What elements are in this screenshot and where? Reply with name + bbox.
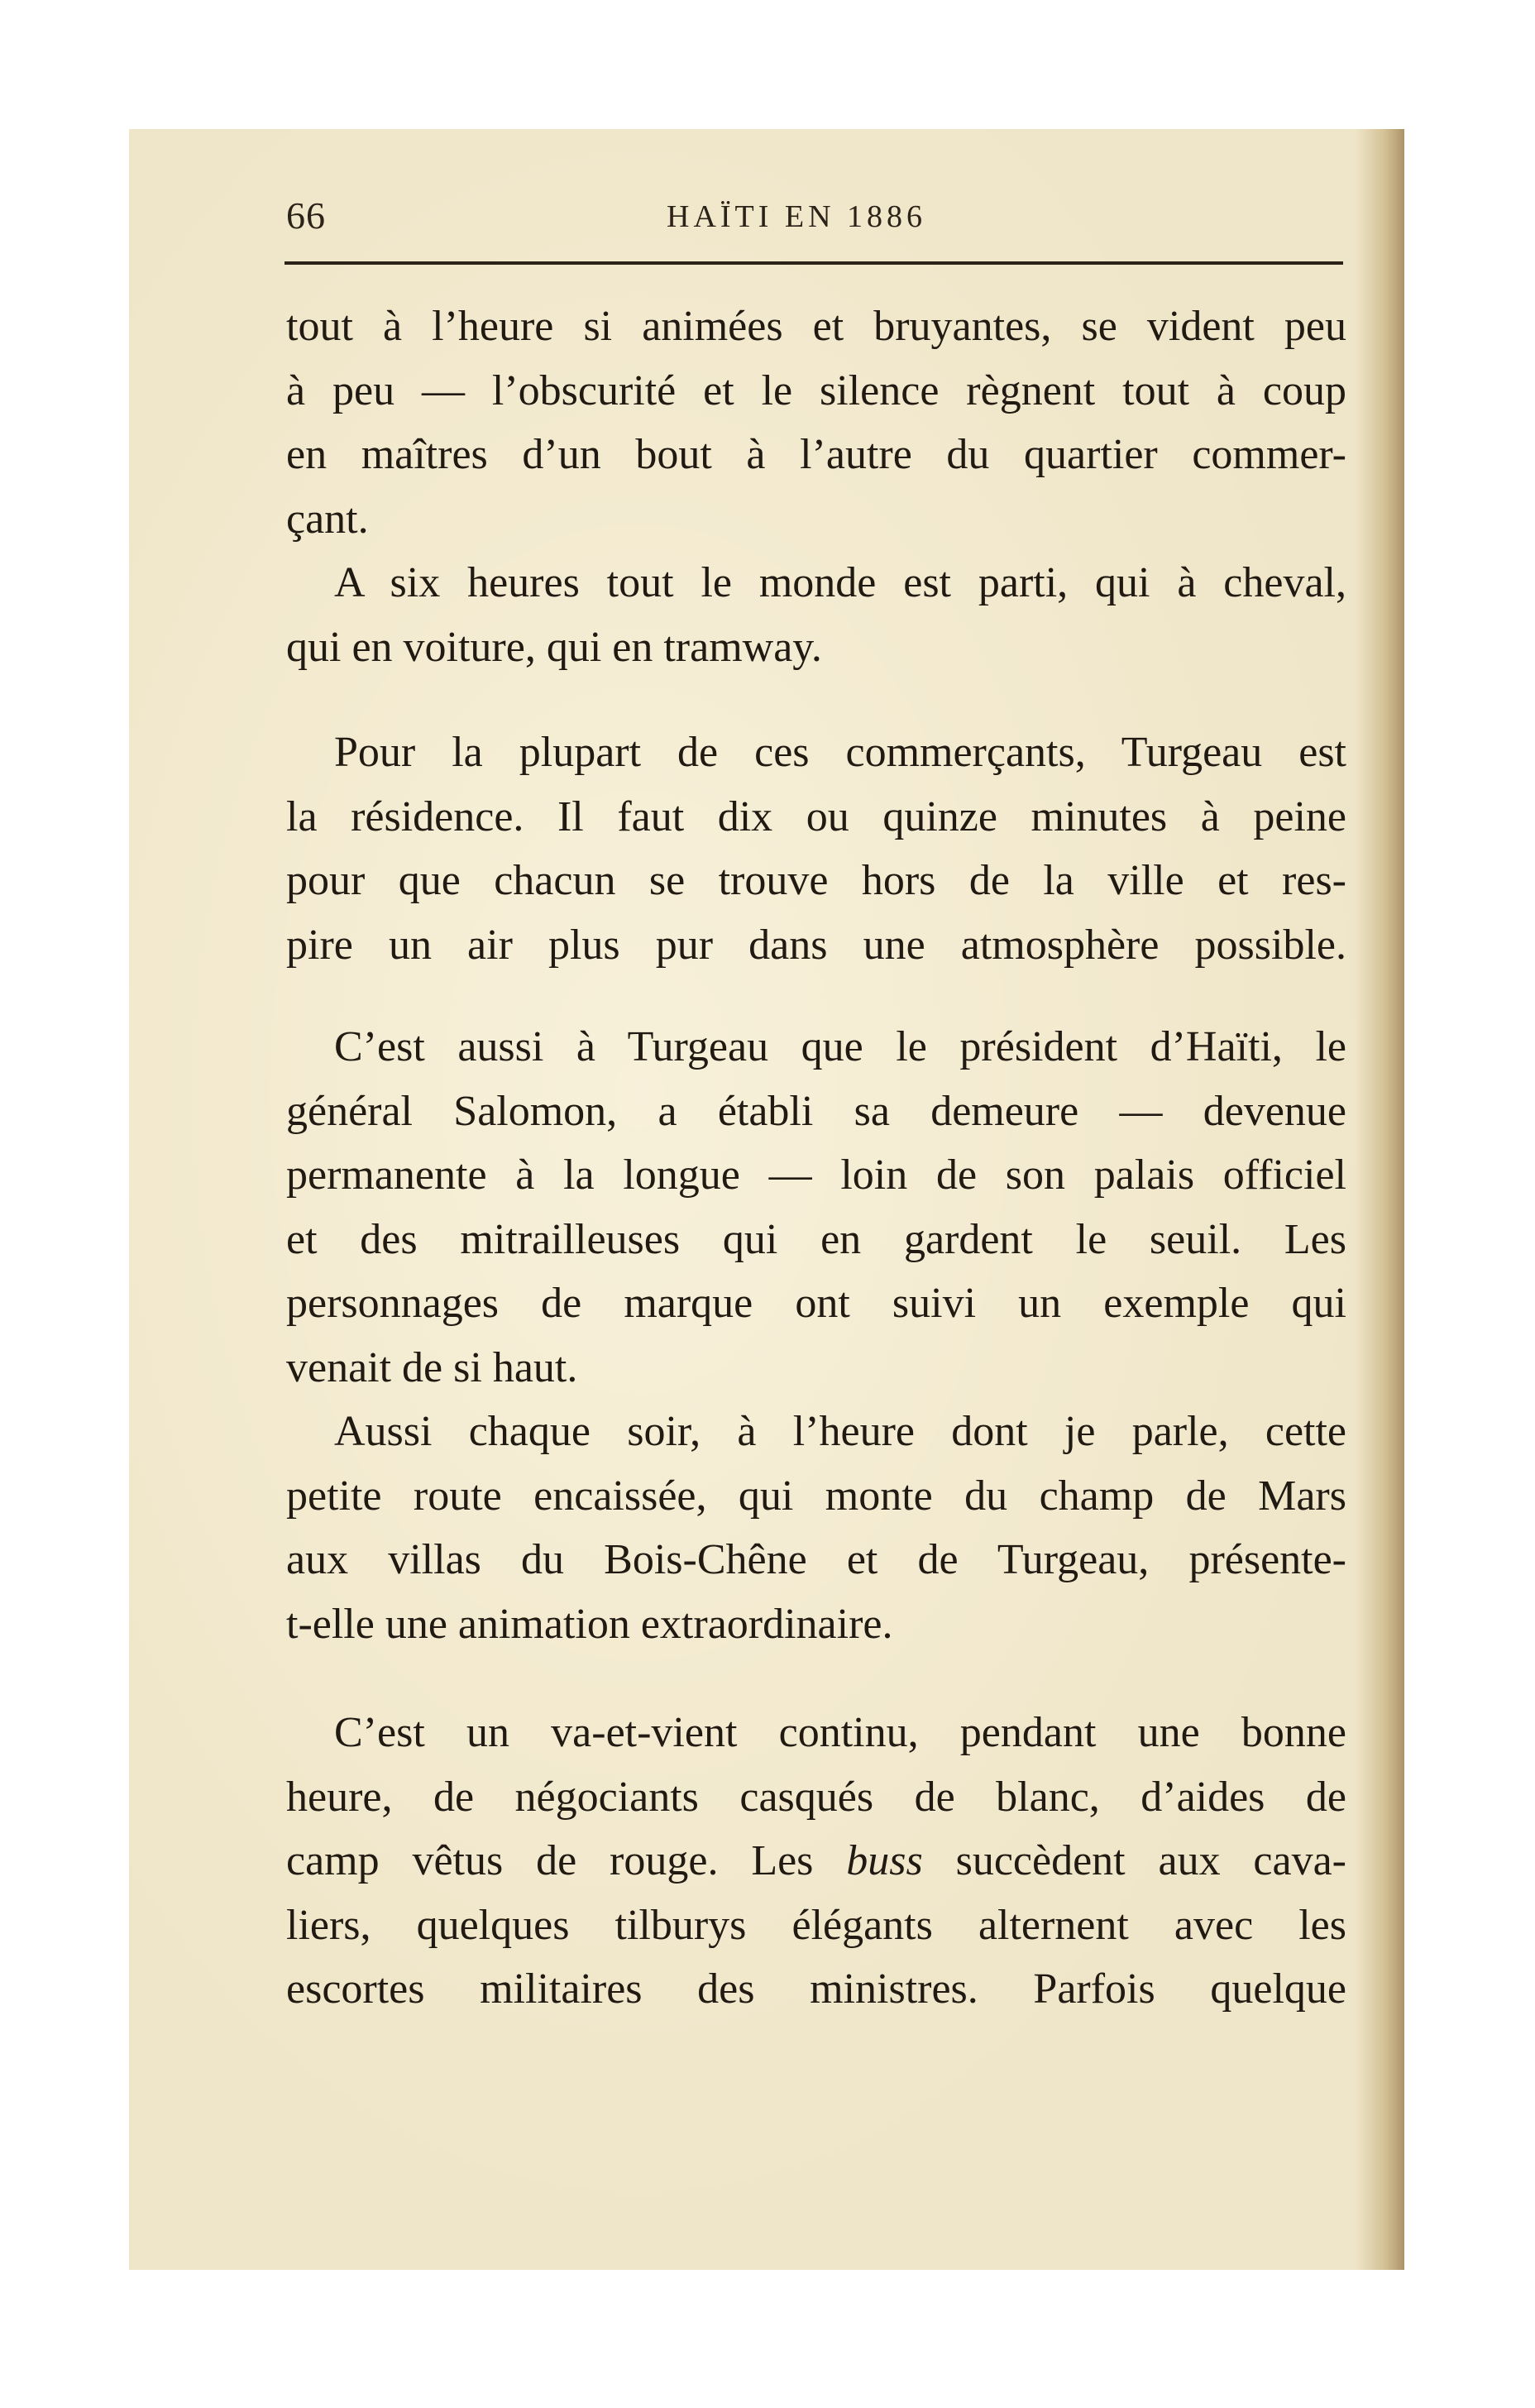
text-line: pour que chacun se trouve hors de la ville et res-: [286, 857, 1346, 904]
text-line: C’est un va-et-vient continu, pendant une bonne: [334, 1709, 1346, 1756]
body-text: [286, 294, 1346, 2022]
text-line: personnages de marque ont suivi un exemple qui: [286, 1280, 1346, 1327]
page-scan: [129, 129, 1404, 2270]
text-line: çant.: [286, 495, 369, 543]
text-line: en maîtres d’un bout à l’autre du quartier commer-: [286, 431, 1346, 478]
paragraph-gap: [286, 977, 1346, 1015]
text-line: venait de si haut.: [286, 1343, 578, 1391]
text-line: la résidence. Il faut dix ou quinze minutes à peine: [286, 792, 1346, 840]
text-line: et des mitrailleuses qui en gardent le seuil. Les: [286, 1215, 1346, 1263]
text-line: qui en voiture, qui en tramway.: [286, 623, 822, 671]
header-rule: [285, 261, 1343, 265]
text-line: t-elle une animation extraordinaire.: [286, 1600, 893, 1648]
text-line: petite route encaissée, qui monte du champ de Mars: [286, 1472, 1346, 1520]
page-number: 66: [286, 194, 326, 237]
text-line: Pour la plupart de ces commerçants, Turgeau est: [334, 729, 1346, 776]
text-line: heure, de négociants casqués de blanc, d’aides de: [286, 1773, 1346, 1821]
text-line: général Salomon, a établi sa demeure — devenue: [286, 1087, 1346, 1135]
text-line: Aussi chaque soir, à l’heure dont je parle, cette: [334, 1408, 1346, 1455]
text-line: aux villas du Bois-Chêne et de Turgeau, présente-: [286, 1536, 1346, 1583]
text-line: tout à l’heure si animées et bruyantes, se vident peu: [286, 303, 1346, 350]
paragraph-gap: [286, 679, 1346, 720]
text-segment: succèdent aux cava-: [922, 1837, 1346, 1884]
text-line: A six heures tout le monde est parti, qui à cheval,: [334, 559, 1346, 606]
text-line: pire un air plus pur dans une atmosphère possible.: [286, 921, 1346, 969]
paragraph-gap: [286, 1656, 1346, 1701]
text-segment: camp vêtus de rouge. Les: [286, 1837, 847, 1884]
page-header: [286, 194, 1341, 251]
text-line: à peu — l’obscurité et le silence règnent tout à coup: [286, 366, 1346, 414]
text-line: liers, quelques tilburys élégants alternent avec les: [286, 1901, 1346, 1949]
text-line: [286, 1829, 1346, 1893]
text-line: escortes militaires des ministres. Parfois quelque: [286, 1965, 1346, 2013]
italic-word: buss: [846, 1837, 923, 1884]
text-line: permanente à la longue — loin de son palais officiel: [286, 1151, 1346, 1199]
book-spine-shadow: [1355, 129, 1404, 2270]
text-line: C’est aussi à Turgeau que le président d’Haïti, le: [334, 1023, 1346, 1070]
running-title: HAÏTI EN 1886: [667, 199, 927, 234]
